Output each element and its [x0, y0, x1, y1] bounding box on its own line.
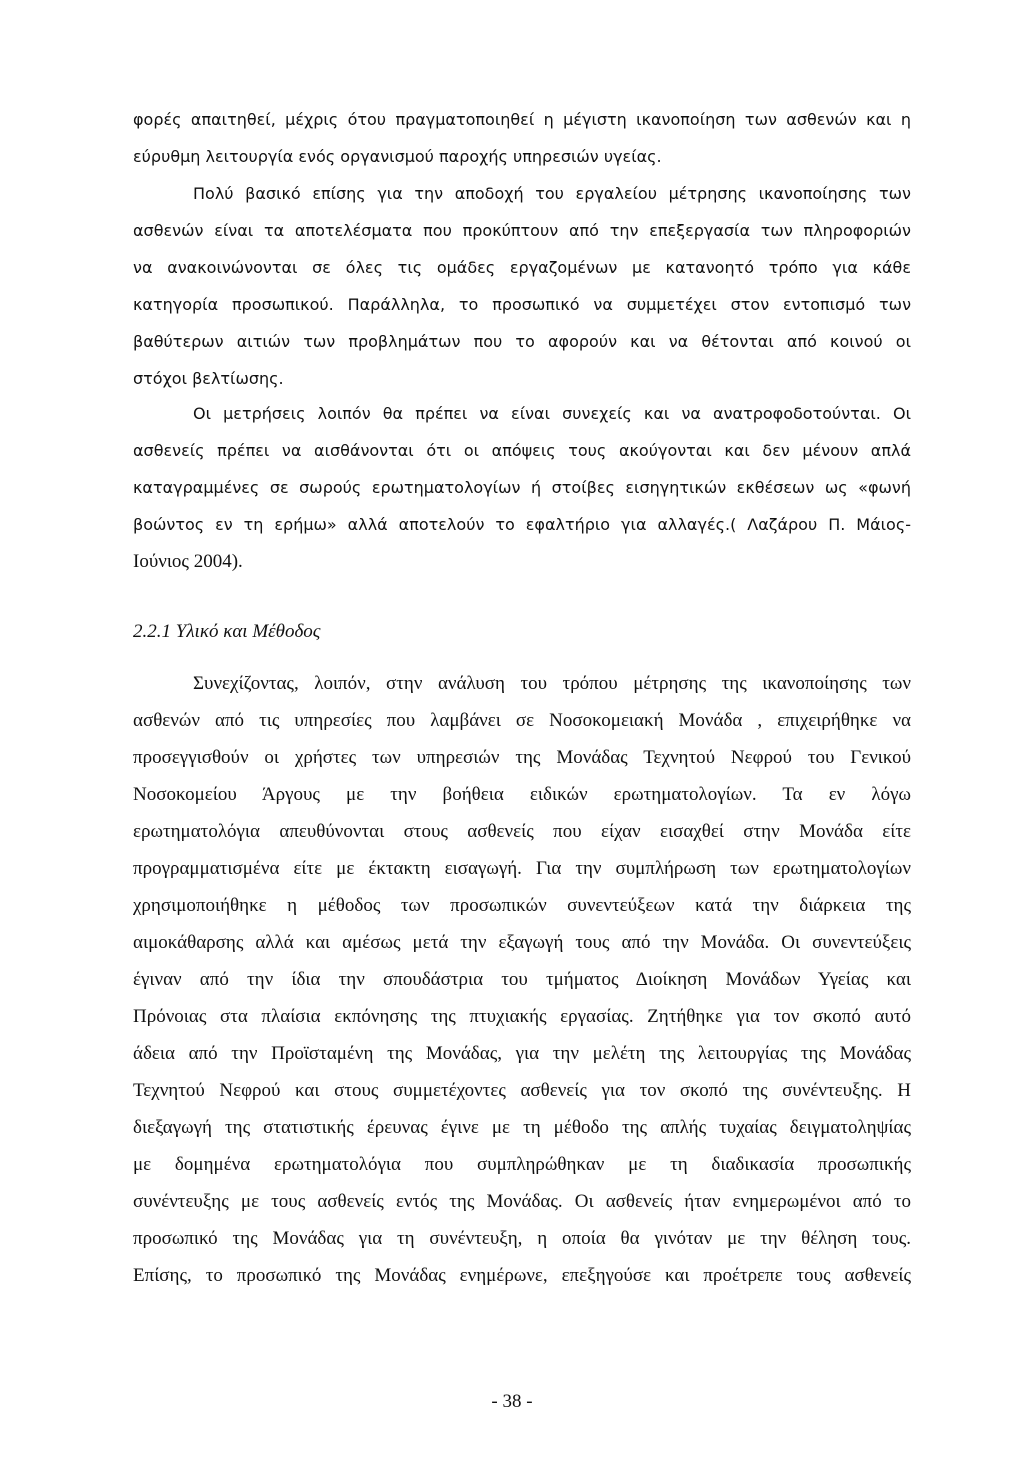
text-line: έγιναν από την ίδια την σπουδάστρια του τμήματος Διοίκηση Μονάδων Υγείας και	[133, 969, 911, 990]
text-line: φορές απαιτηθεί, μέχρις ότου πραγματοποιηθεί η μέγιστη ικανοποίηση των ασθενών και η	[133, 110, 911, 129]
text-line: βοώντος εν τη ερήμω» αλλά αποτελούν το εφαλτήριο για αλλαγές.( Λαζάρου Π. Μάιος-	[133, 515, 911, 534]
text-line: Τεχνητού Νεφρού και στους συμμετέχοντες ασθενείς για τον σκοπό της συνέντευξης. Η	[133, 1080, 911, 1101]
text-line: κατηγορία προσωπικού. Παράλληλα, το προσωπικό να συμμετέχει στον εντοπισμό των	[133, 295, 911, 314]
text-line: Πολύ βασικό επίσης για την αποδοχή του εργαλείου μέτρησης ικανοποίησης των	[193, 184, 911, 203]
text-line: στόχοι βελτίωσης.	[133, 369, 284, 388]
text-line: να ανακοινώνονται σε όλες τις ομάδες εργαζομένων με κατανοητό τρόπο για κάθε	[133, 258, 911, 277]
text-line: προγραμματισμένα είτε με έκτακτη εισαγωγή. Για την συμπλήρωση των ερωτηματολογίων	[133, 858, 911, 879]
text-line: Πρόνοιας στα πλαίσια εκπόνησης της πτυχιακής εργασίας. Ζητήθηκε για τον σκοπό αυτό	[133, 1006, 911, 1027]
text-line: Νοσοκομείου Άργους με την βοήθεια ειδικών ερωτηματολογίων. Τα εν λόγω	[133, 784, 911, 805]
text-line: ερωτηματολόγια απευθύνονται στους ασθενείς που είχαν εισαχθεί στην Μονάδα είτε	[133, 821, 911, 842]
text-line: άδεια από την Προϊσταμένη της Μονάδας, για την μελέτη της λειτουργίας της Μονάδας	[133, 1043, 911, 1064]
text-line: ασθενών από τις υπηρεσίες που λαμβάνει σε Νοσοκομειακή Μονάδα , επιχειρήθηκε να	[133, 710, 911, 731]
text-line: Συνεχίζοντας, λοιπόν, στην ανάλυση του τρόπου μέτρησης της ικανοποίησης των	[193, 673, 911, 694]
text-line: με δομημένα ερωτηματολόγια που συμπληρώθηκαν με τη διαδικασία προσωπικής	[133, 1154, 911, 1175]
section-heading: 2.2.1 Υλικό και Μέθοδος	[133, 621, 321, 642]
text-line: καταγραμμένες σε σωρούς ερωτηματολογίων ή στοίβες εισηγητικών εκθέσεων ως «φωνή	[133, 478, 911, 497]
text-line: προσεγγισθούν οι χρήστες των υπηρεσιών της Μονάδας Τεχνητού Νεφρού του Γενικού	[133, 747, 911, 768]
text-line: διεξαγωγή της στατιστικής έρευνας έγινε με τη μέθοδο της απλής τυχαίας δειγματοληψίας	[133, 1117, 911, 1138]
text-line: Οι μετρήσεις λοιπόν θα πρέπει να είναι συνεχείς και να ανατροφοδοτούνται. Οι	[193, 404, 911, 423]
text-line: χρησιμοποιήθηκε η μέθοδος των προσωπικών συνεντεύξεων κατά την διάρκεια της	[133, 895, 911, 916]
text-line: ασθενών είναι τα αποτελέσματα που προκύπτουν από την επεξεργασία των πληροφοριών	[133, 221, 911, 240]
text-line: Ιούνιος 2004).	[133, 551, 243, 572]
text-line: Επίσης, το προσωπικό της Μονάδας ενημέρωνε, επεξηγούσε και προέτρεπε τους ασθενείς	[133, 1265, 911, 1286]
text-line: συνέντευξης με τους ασθενείς εντός της Μονάδας. Οι ασθενείς ήταν ενημερωμένοι από το	[133, 1191, 911, 1212]
text-line: αιμοκάθαρσης αλλά και αμέσως μετά την εξαγωγή τους από την Μονάδα. Οι συνεντεύξεις	[133, 932, 911, 953]
text-line: ασθενείς πρέπει να αισθάνονται ότι οι απόψεις τους ακούγονται και δεν μένουν απλά	[133, 441, 911, 460]
text-line: βαθύτερων αιτιών των προβλημάτων που το αφορούν και να θέτονται από κοινού οι	[133, 332, 911, 351]
text-line: εύρυθμη λειτουργία ενός οργανισμού παροχής υπηρεσιών υγείας.	[133, 147, 662, 166]
page-number: - 38 -	[491, 1391, 533, 1412]
text-line: προσωπικό της Μονάδας για τη συνέντευξη, η οποία θα γινόταν με την θέληση τους.	[133, 1228, 911, 1249]
